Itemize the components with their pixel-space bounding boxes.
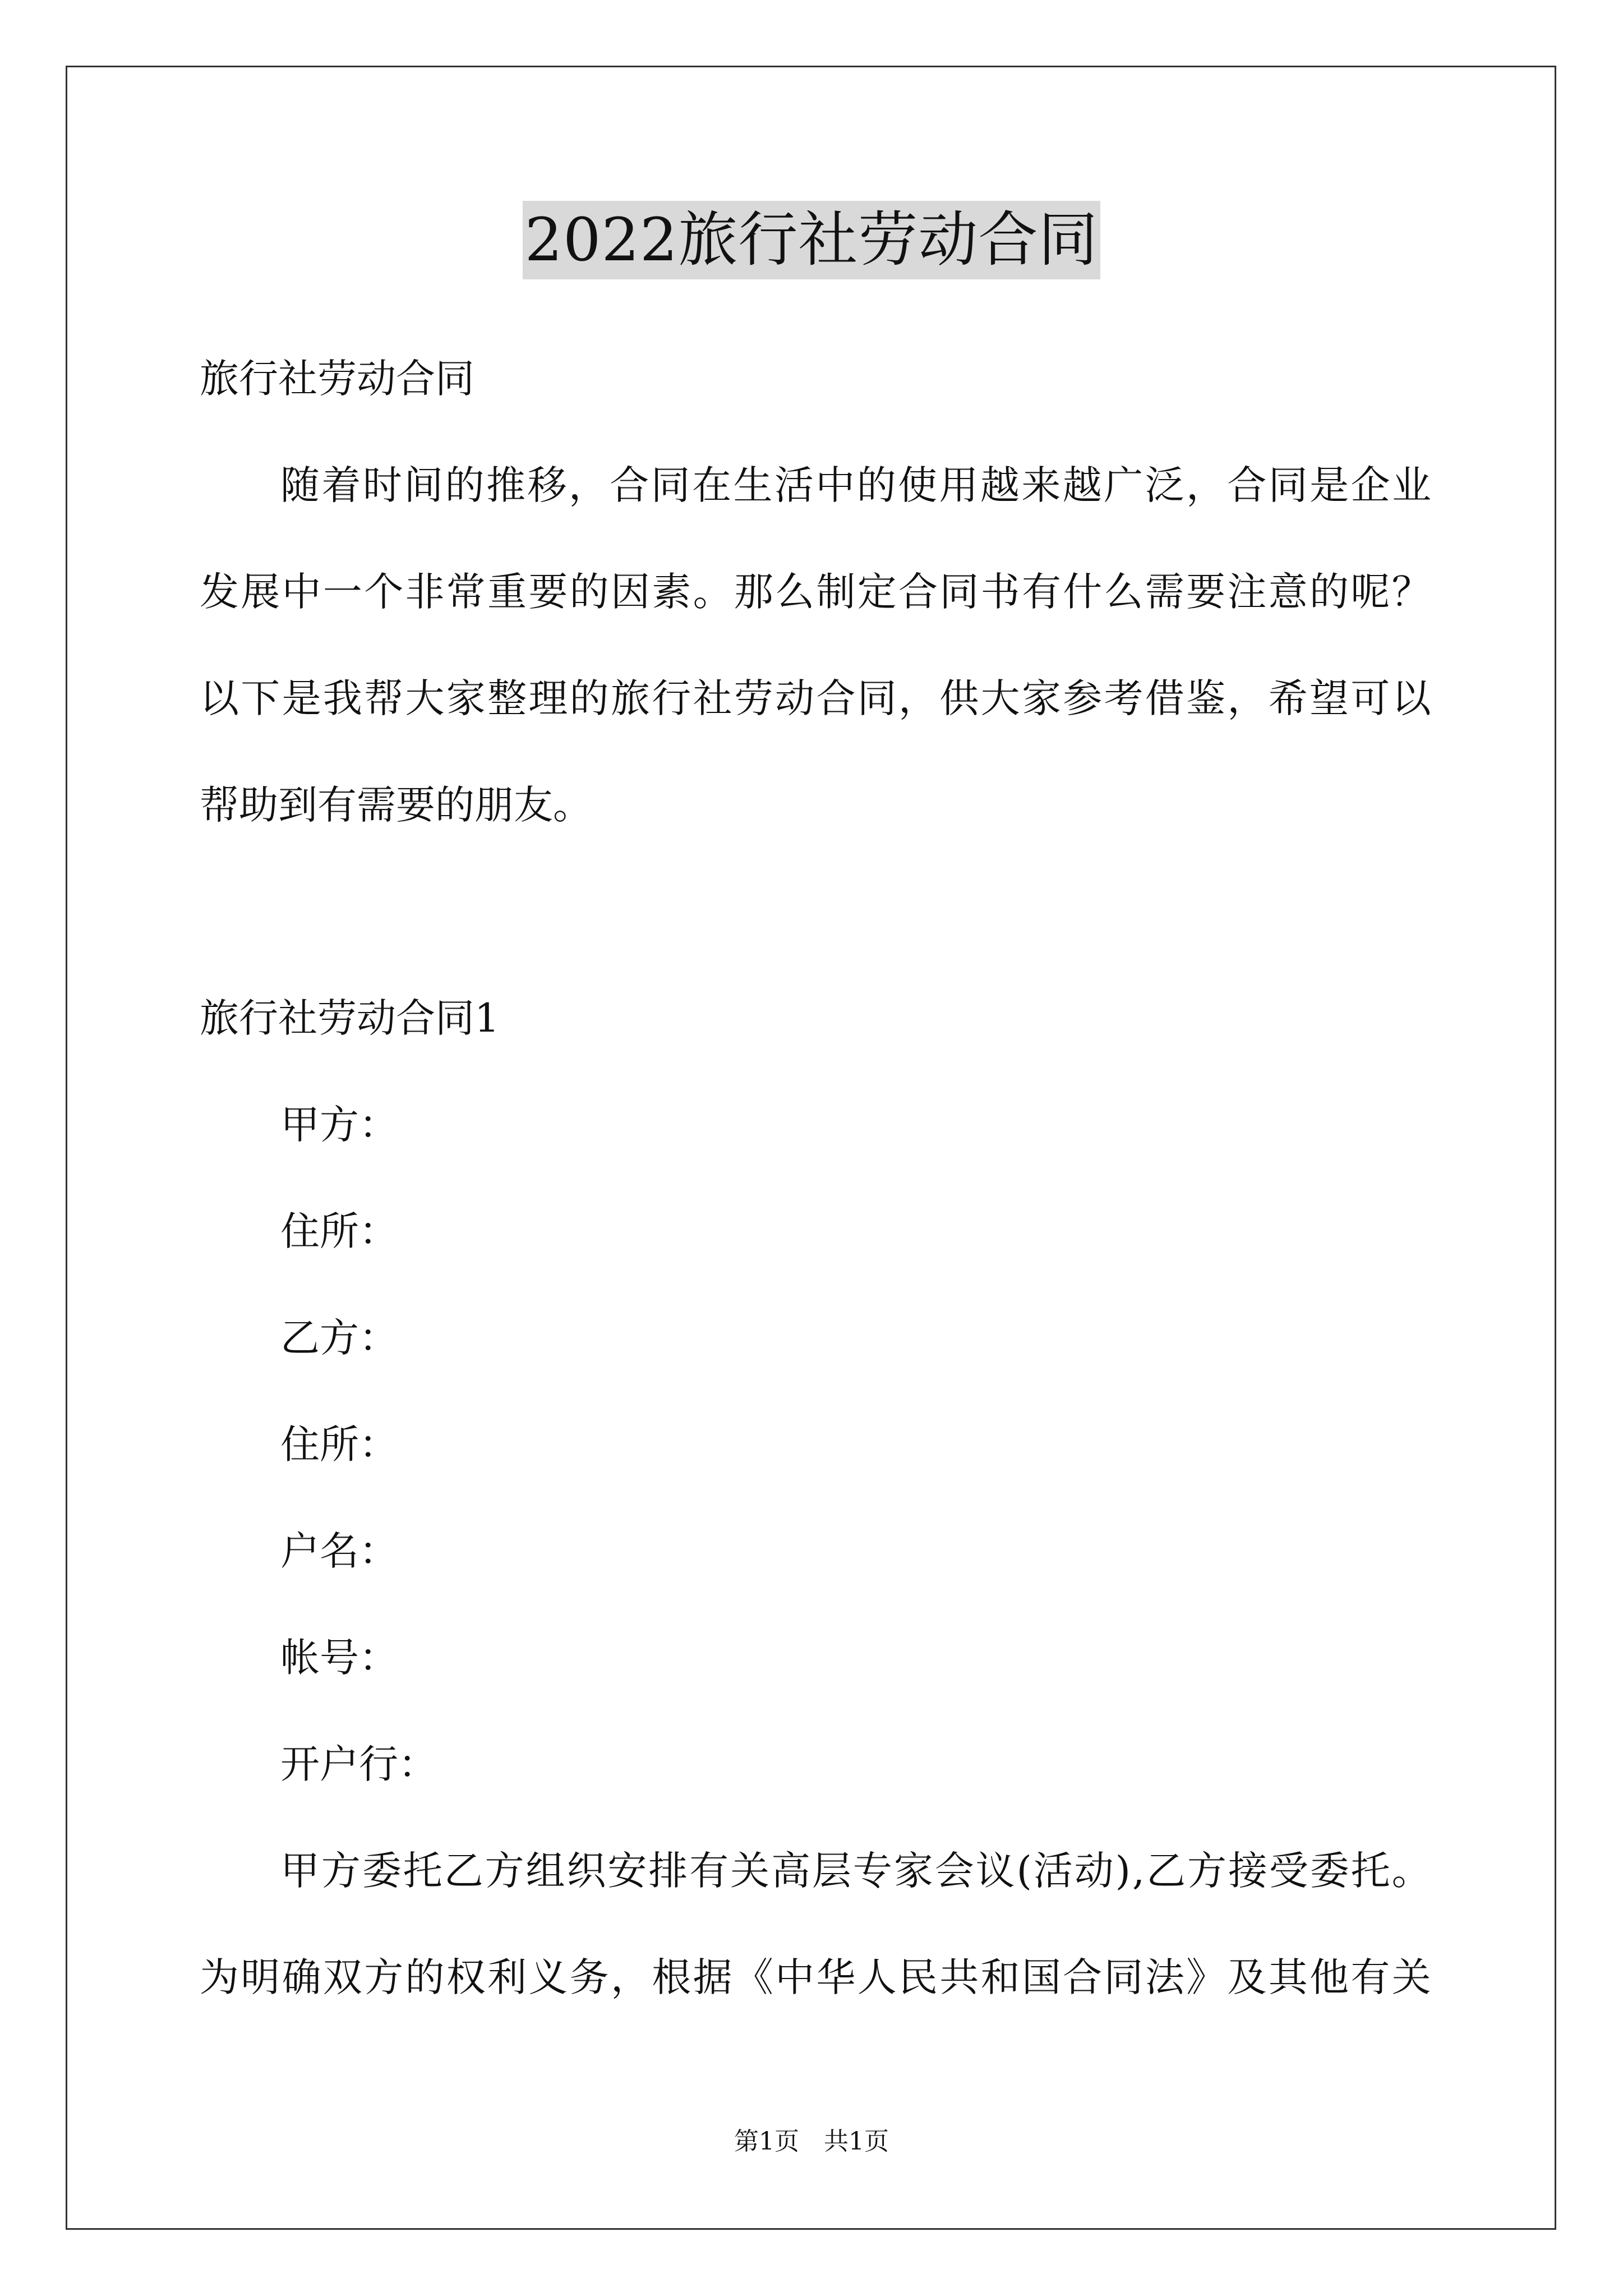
title-container	[0, 201, 1623, 279]
field-bank: 开户行：	[280, 1741, 437, 1787]
document-title: 2022旅行社劳动合同	[523, 201, 1101, 279]
body-line-2: 为 明 确 双 方 的 权 利 义 务 ， 根 据 《 中 华 人 民 共 和 国 合 同 法 》 及 其 他 有 关	[200, 1954, 1431, 2000]
field-party-a: 甲方：	[280, 1102, 398, 1148]
section-heading: 旅行社劳动合同1	[200, 995, 500, 1041]
field-address-b: 住所：	[280, 1421, 398, 1467]
intro-line-2: 发 展 中 一 个 非 常 重 要 的 因 素 。 那 么 制 定 合 同 书 有 什 么 需 要 注 意 的 呢 ？	[200, 569, 1431, 615]
intro-line-4: 帮助到有需要的朋友。	[200, 782, 592, 828]
page-footer: 第1页 共1页	[734, 2127, 889, 2156]
field-party-b: 乙方：	[280, 1315, 398, 1361]
field-address-a: 住所：	[280, 1208, 398, 1254]
field-account-number: 帐号：	[280, 1635, 398, 1681]
field-account-name: 户名：	[280, 1528, 398, 1574]
body-line-1: 甲 方 委 托 乙 方 组 织 安 排 有 关 高 层 专 家 会 议 ( 活 动 ) , 乙 方 接 受 委 托 。	[280, 1848, 1431, 1894]
document-subtitle: 旅行社劳动合同	[200, 356, 474, 402]
intro-line-3: 以 下 是 我 帮 大 家 整 理 的 旅 行 社 劳 动 合 同 ， 供 大 家 参 考 借 鉴 ， 希 望 可 以	[200, 675, 1431, 721]
intro-line-1: 随 着 时 间 的 推 移 ， 合 同 在 生 活 中 的 使 用 越 来 越 广 泛 ， 合 同 是 企 业	[280, 462, 1431, 508]
